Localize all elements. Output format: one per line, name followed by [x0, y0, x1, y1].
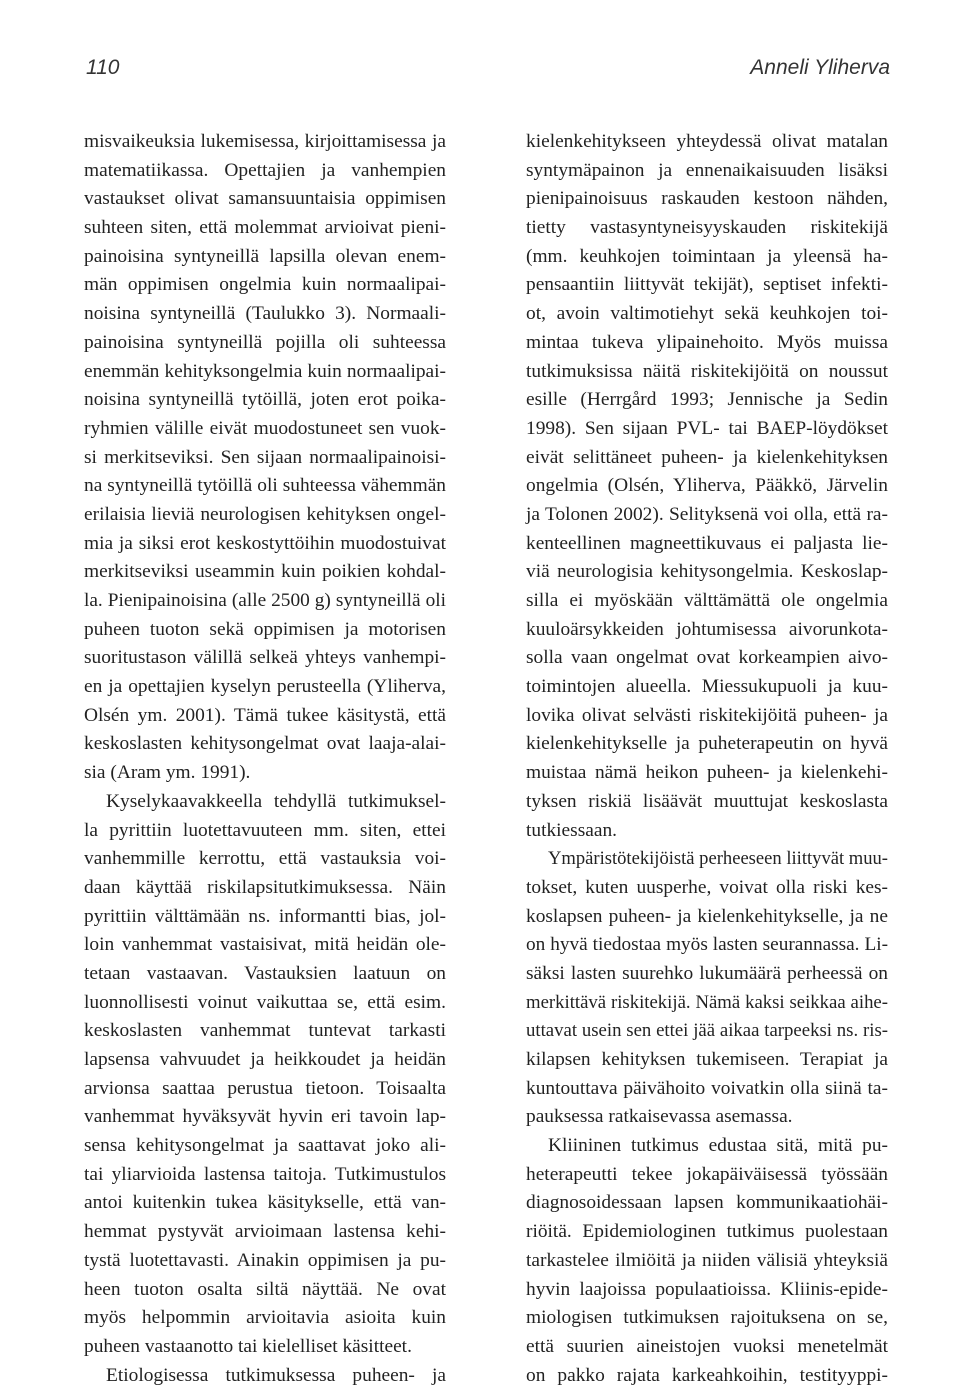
text-line: heen tuoton osalta siltä näyttää. Ne ovat	[84, 1278, 446, 1300]
text-line: lovika olivat selvästi riskitekijöitä puheen- ja	[526, 704, 888, 726]
text-line: ot, avoin valtimotiehyt sekä keuhkojen toi-	[526, 303, 888, 325]
text-line: säksi lasten suurehko lukumäärä perheessä on	[526, 962, 888, 984]
text-line: (mm. keuhkojen toimintaan ja yleensä ha-	[526, 245, 888, 267]
text-line: enemmän kehityksongelmia kuin normaalipai-	[84, 360, 446, 382]
text-line: keskoslasten kehitysongelmat ovat laaja-alai-	[84, 733, 446, 755]
text-line: on pakko rajata karkeahkoihin, testityyppi-	[526, 1364, 888, 1386]
text-line: na syntyneillä tytöillä oli suhteessa vähemmän	[84, 475, 446, 497]
text-line: noisina syntyneillä (Taulukko 3). Normaali-	[84, 303, 446, 325]
text-line: toimintojen alueella. Miessukupuoli ja kuu-	[526, 676, 888, 698]
text-line: tietty vastasyntyneisyyskauden riskitekijä	[526, 217, 888, 239]
text-line: mintaa tukeva ylipainehoito. Myös muissa	[526, 331, 888, 353]
text-line: tokset, kuten uusperhe, voivat olla riski kes-	[526, 876, 888, 898]
text-line: tyksen riskiä lisäävät muuttujat keskoslasta	[526, 790, 888, 812]
text-line: eivät selittäneet puheen- ja kielenkehityksen	[526, 446, 888, 468]
text-line: kuntouttava päivähoito voivatkin olla siinä ta-	[526, 1077, 888, 1099]
text-line: painoisina syntyneillä pojilla oli suhteessa	[84, 331, 446, 353]
text-line: Kliininen tutkimus edustaa sitä, mitä pu-	[548, 1135, 888, 1157]
text-line: vanhemmille kerrottu, että vastauksia voi-	[84, 848, 446, 870]
text-line: on hyvä tiedostaa myös lasten seurannassa. Li-	[526, 934, 888, 956]
text-line: kielenkehitykseen yhteydessä olivat matalan	[526, 131, 888, 152]
text-line: koslapsen puheen- ja kielenkehitykselle, ja ne	[526, 905, 888, 927]
text-column-left	[84, 128, 446, 1390]
text-line: Kyselykaavakkeella tehdyllä tutkimuksel-	[106, 790, 446, 812]
text-line: pauksessa ratkaisevassa asemassa.	[526, 1106, 793, 1128]
text-line: Olsén ym. 2001). Tämä tukee käsitystä, että	[84, 704, 446, 726]
text-line: la pyrittiin luotettavuuteen mm. siten, ettei	[84, 819, 446, 841]
page-number: 110	[86, 56, 120, 79]
text-line: tarkastelee ilmiöitä ja niiden välisiä yhteyksiä	[526, 1249, 888, 1271]
text-line: Etiologisessa tutkimuksessa puheen- ja	[106, 1364, 446, 1386]
text-line: silla ei myöskään välttämättä ole ongelmia	[526, 590, 888, 611]
text-line: riöitä. Epidemiologinen tutkimus puolestaan	[526, 1221, 888, 1243]
text-line: ongelmia (Olsén, Yliherva, Pääkkö, Järvelin	[526, 475, 888, 497]
text-line: kenteellinen magneettikuvaus ei paljasta lie-	[526, 532, 888, 554]
text-line: lapsensa vahvuudet ja heikkoudet ja heidän	[84, 1049, 446, 1070]
text-line: miologisen tutkimuksen rajoituksena on se,	[526, 1307, 888, 1329]
text-line: tetaan vastaavan. Vastauksien laatuun on	[84, 962, 446, 984]
text-line: tutkiessaan.	[526, 819, 618, 841]
text-line: pyrittiin välttämään ns. informantti bias, jol-	[84, 905, 446, 927]
text-line: merkittävä riskitekijä. Nämä kaksi seikkaa aihe-	[526, 991, 888, 1013]
text-line: arvionsa saattaa perustua tietoon. Toisaalta	[84, 1077, 446, 1099]
text-line: tutkimuksissa näitä riskitekijöitä on noussut	[526, 360, 888, 382]
text-line: en ja opettajien kyselyn perusteella (Yliherva,	[84, 676, 446, 698]
text-line: daan käyttää riskilapsitutkimuksessa. Näin	[84, 876, 446, 898]
running-header-author: Anneli Yliherva	[750, 56, 890, 79]
text-line: noisina syntyneillä tytöillä, joten erot poika-	[84, 389, 446, 411]
text-line: sia (Aram ym. 1991).	[84, 762, 251, 784]
text-line: antoi kuitenkin tukea käsitykselle, että van-	[84, 1192, 446, 1214]
text-line: si merkitseviksi. Sen sijaan normaalipainoisi-	[84, 446, 446, 468]
text-line: kielenkehitykselle ja puheterapeutin on hyvä	[526, 733, 888, 755]
text-line: tai yliarvioida lastensa taitoja. Tutkimustulos	[84, 1163, 446, 1185]
text-line: la. Pienipainoisina (alle 2500 g) syntyneillä oli	[84, 590, 446, 611]
text-line: merkitseviksi useammin kuin poikien kohdal-	[84, 561, 446, 583]
text-line: sensa kehitysongelmat ja saattavat joko ali-	[84, 1135, 446, 1157]
text-line: esille (Herrgård 1993; Jennische ja Sedin	[526, 389, 888, 411]
text-line: painoisina syntyneillä lapsilla olevan enem-	[84, 245, 446, 267]
text-line: puheen vastaanotto tai kielelliset käsitteet.	[84, 1335, 412, 1357]
text-line: keskoslasten vanhemmat tuntevat tarkasti	[84, 1020, 446, 1042]
text-line: 1998). Sen sijaan PVL- tai BAEP-löydökset	[526, 417, 888, 439]
text-line: viä neurologisia kehitysongelmia. Keskoslap-	[526, 561, 888, 583]
text-line: kilapsen kehityksen tukemiseen. Terapiat ja	[526, 1049, 888, 1070]
text-line: vanhemmat hyväksyvät hyvin eri tavoin lap-	[84, 1106, 446, 1128]
text-line: suhteen siten, että molemmat arvioivat pieni-	[84, 217, 446, 239]
text-line: diagnosoidessaan lapsen kommunikaatiohäi-	[526, 1192, 888, 1214]
text-line: tystä luotettavasti. Ainakin oppimisen ja pu-	[84, 1249, 446, 1271]
text-line: erilaisia lieviä neurologisen kehityksen ongel-	[84, 503, 446, 525]
text-line: män oppimisen ongelmia kuin normaalipai-	[84, 274, 446, 296]
text-line: misvaikeuksia lukemisessa, kirjoittamisessa ja	[84, 131, 446, 152]
text-line: muistaa nämä heikon puheen- ja kielenkehi-	[526, 762, 888, 784]
text-line: hyvin laajoissa populaatioissa. Kliinis-epide-	[526, 1278, 888, 1300]
text-line: matematiikassa. Opettajien ja vanhempien	[84, 159, 446, 181]
text-line: uttavat usein sen ettei jää aikaa tarpeeksi ns. ris-	[526, 1020, 888, 1042]
text-line: loin vanhemmat vastaisivat, mitä heidän ole-	[84, 934, 446, 956]
text-line: kuuloärsykkeiden johtumisessa aivorunkota-	[526, 618, 888, 640]
text-line: luonnollisesti voinut vaikuttaa se, että esim.	[84, 991, 446, 1013]
text-line: suoritustason välillä selkeä yhteys vanhempi-	[84, 647, 446, 669]
text-line: vastaukset olivat samansuuntaisia oppimisen	[84, 188, 446, 210]
text-line: ja Tolonen 2002). Selityksenä voi olla, että ra-	[526, 503, 888, 525]
text-line: solla vaan ongelmat ovat korkeampien aivo-	[526, 647, 888, 669]
text-line: pienipainoisuus raskauden kestoon nähden,	[526, 188, 888, 210]
text-line: syntymäpainon ja ennenaikaisuuden lisäksi	[526, 159, 888, 181]
text-line: ryhmien välille eivät muodostuneet sen vuok-	[84, 417, 446, 439]
text-line: heterapeutti tekee jokapäiväisessä työssään	[526, 1163, 888, 1185]
text-line: puheen tuoton sekä oppimisen ja motorisen	[84, 618, 446, 640]
text-line: hemmat pystyvät arvioimaan lastensa kehi-	[84, 1221, 446, 1243]
text-line: Ympäristötekijöistä perheeseen liittyvät muu-	[548, 848, 888, 870]
text-line: että suurien aineistojen vuoksi menetelmät	[526, 1335, 888, 1357]
text-line: myös helpommin arvioitavia asioita kuin	[84, 1307, 446, 1329]
text-column-right	[526, 128, 888, 1390]
text-line: pensaantiin liittyvät tekijät), septiset infekti-	[526, 274, 888, 296]
text-line: mia ja siksi erot keskostyttöihin muodostuivat	[84, 532, 446, 554]
